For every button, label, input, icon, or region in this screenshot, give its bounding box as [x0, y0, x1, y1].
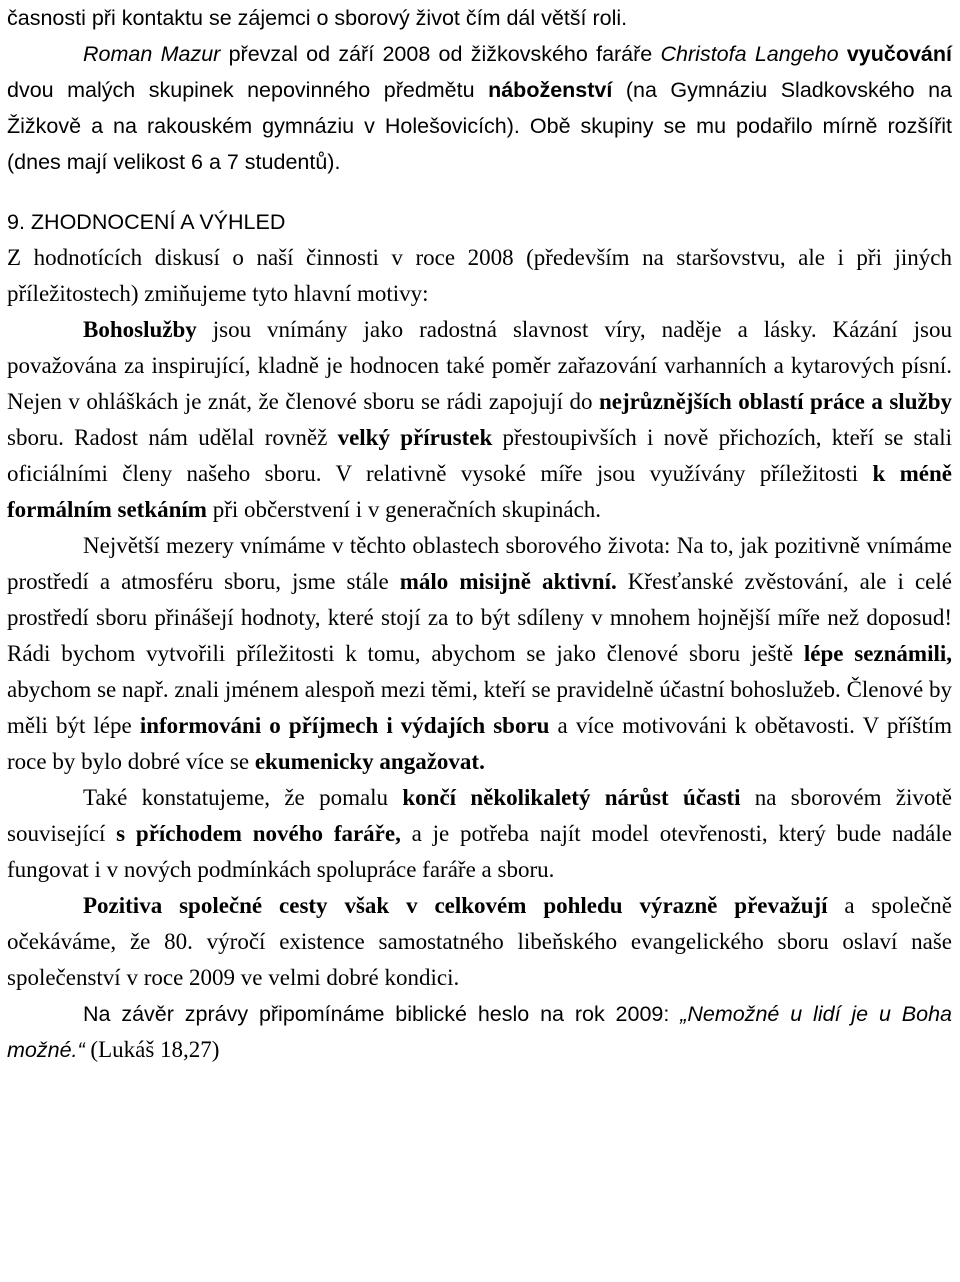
text: na sborovém životě související	[7, 785, 952, 846]
paragraph-gaps	[7, 528, 952, 780]
text: (na Gymnáziu Sladkovského na Žižkově a na rakouském gymnáziu v Holešovicích). Obě skupiny se mu podařilo mírně rozšířit (dnes mají velikost 6 a 7 studentů).	[7, 78, 953, 174]
bold-text: náboženství	[488, 78, 613, 102]
text: Také konstatujeme, že pomalu	[83, 785, 403, 810]
paragraph-attendance	[7, 780, 952, 888]
text: Na závěr zprávy připomínáme biblické heslo na rok 2009:	[83, 1002, 681, 1026]
paragraph-religion-teaching	[7, 36, 952, 180]
paragraph-positives	[7, 888, 952, 996]
person-name: Roman Mazur	[83, 42, 221, 66]
bold-text: končí několikaletý nárůst účasti	[402, 785, 741, 810]
text: Největší mezery vnímáme v těchto oblastech sborového života: Na to, jak pozitivně vnímáme prostředí a atmosféru sboru, jsme stále	[7, 533, 952, 594]
bible-quote: „Nemožné u lidí je u Boha možné.“	[7, 1002, 952, 1062]
paragraph-motto	[7, 996, 952, 1068]
text: při občerstvení i v generačních skupinách.	[206, 497, 602, 522]
text: jsou vnímány jako radostná slavnost víry, naděje a lásky. Kázání jsou považována za inspirující, kladně je hodnocen také poměr zařazování varhanních a kytarových písní. Nejen v ohláškách je znát, že členové sboru se rádi zapojují do	[7, 317, 952, 414]
bold-text: informováni o příjmech i výdajích sboru	[139, 713, 550, 738]
spacer	[7, 180, 952, 204]
text: časnosti při kontaktu se zájemci o sborový život čím dál větší roli.	[7, 6, 628, 30]
bible-reference: (Lukáš 18,27)	[84, 1037, 220, 1062]
bold-text: ekumenicky angažovat.	[254, 749, 485, 774]
bold-text: málo misijně aktivní.	[399, 569, 617, 594]
text: sboru. Radost nám udělal rovněž	[7, 425, 338, 450]
paragraph-evaluation-intro	[7, 240, 952, 312]
text: převzal od září 2008 od žižkovského faráře	[220, 42, 661, 66]
bold-text: nejrůznějších oblastí práce a služby	[598, 389, 952, 414]
paragraph-intro-tail	[7, 0, 952, 36]
text: dvou malých skupinek nepovinného předmětu	[7, 78, 489, 102]
text: Z hodnotících diskusí o naší činnosti v roce 2008 (především na staršovstvu, ale i při jiných příležitostech) zmiňujeme tyto hlavní motivy:	[7, 245, 952, 306]
paragraph-services	[7, 312, 952, 528]
text	[839, 42, 847, 66]
section-heading: 9. ZHODNOCENÍ A VÝHLED	[7, 210, 286, 234]
bold-text: velký přírustek	[337, 425, 493, 450]
bold-text: Bohoslužby	[83, 317, 197, 342]
text: a více motivováni k obětavosti. V příštím roce by bylo dobré více se	[7, 713, 953, 774]
person-name: Christofa Langeho	[660, 42, 839, 66]
bold-text: s příchodem nového faráře,	[116, 821, 401, 846]
bold-text: k méně formálním setkáním	[7, 461, 952, 522]
bold-text: vyučování	[846, 42, 952, 66]
text: abychom se např. znali jménem alespoň mezi těmi, kteří se pravidelně účastní bohoslužeb. Členové by měli být lépe	[7, 677, 952, 738]
bold-text: lépe seznámili,	[803, 641, 952, 666]
text: přestoupivších i nově přichozích, kteří se stali oficiálními členy našeho sboru. V relativně vysoké míře jsou využívány příležitosti	[7, 425, 952, 486]
bold-text: Pozitiva společné cesty však v celkovém pohledu výrazně převažují	[83, 893, 828, 918]
text: Křesťanské zvěstování, ale i celé prostředí sboru přinášejí hodnoty, které stojí za to být sdíleny v mnohem hojnější míře než doposud! Rádi bychom vytvořili příležitosti k tomu, abychom se jako členové sboru ještě	[7, 569, 952, 666]
text: a je potřeba najít model otevřenosti, který bude nadále fungovat i v nových podmínkách spolupráce faráře a sboru.	[7, 821, 952, 882]
text: a společně očekáváme, že 80. výročí existence samostatného libeňského evangelického sboru oslaví naše společenství v roce 2009 ve velmi dobré kondici.	[7, 893, 952, 990]
